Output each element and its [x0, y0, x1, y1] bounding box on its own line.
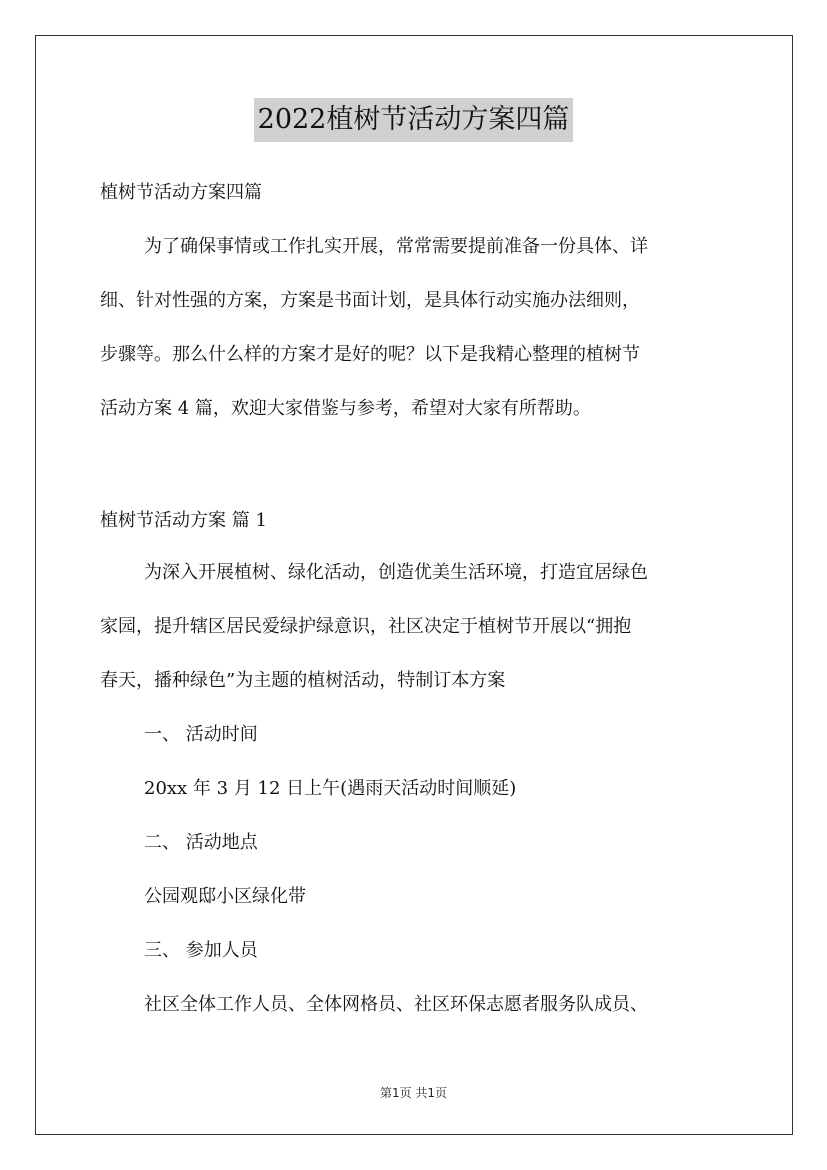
title-container [0, 98, 827, 142]
intro-line-3: 步骤等。那么什么样的方案才是好的呢？以下是我精心整理的植树节 [100, 344, 640, 365]
document-title: 2022植树节活动方案四篇 [254, 98, 574, 142]
page-footer: 第1页 共1页 [379, 1086, 448, 1100]
document-subtitle: 植树节活动方案四篇 [100, 182, 262, 203]
section-heading: 植树节活动方案 篇 1 [100, 510, 267, 531]
item-location-value: 公园观邸小区绿化带 [144, 886, 306, 907]
section-para-line-3: 春天，播种绿色”为主题的植树活动，特制订本方案 [100, 670, 506, 691]
intro-line-1: 为了确保事情或工作扎实开展，常常需要提前准备一份具体、详 [144, 236, 648, 257]
intro-line-2: 细、针对性强的方案，方案是书面计划，是具体行动实施办法细则， [100, 290, 640, 311]
item-time-value: 20xx 年 3 月 12 日上午(遇雨天活动时间顺延) [144, 778, 517, 799]
item-heading-location: 二、 活动地点 [144, 832, 258, 853]
item-heading-participants: 三、 参加人员 [144, 940, 258, 961]
section-para-line-1: 为深入开展植树、绿化活动，创造优美生活环境，打造宜居绿色 [144, 562, 648, 583]
intro-line-4: 活动方案 4 篇，欢迎大家借鉴与参考，希望对大家有所帮助。 [100, 398, 591, 419]
item-participants-value: 社区全体工作人员、全体网格员、社区环保志愿者服务队成员、 [144, 994, 648, 1015]
section-para-line-2: 家园，提升辖区居民爱绿护绿意识，社区决定于植树节开展以“拥抱 [100, 616, 632, 637]
item-heading-time: 一、 活动时间 [144, 724, 258, 745]
